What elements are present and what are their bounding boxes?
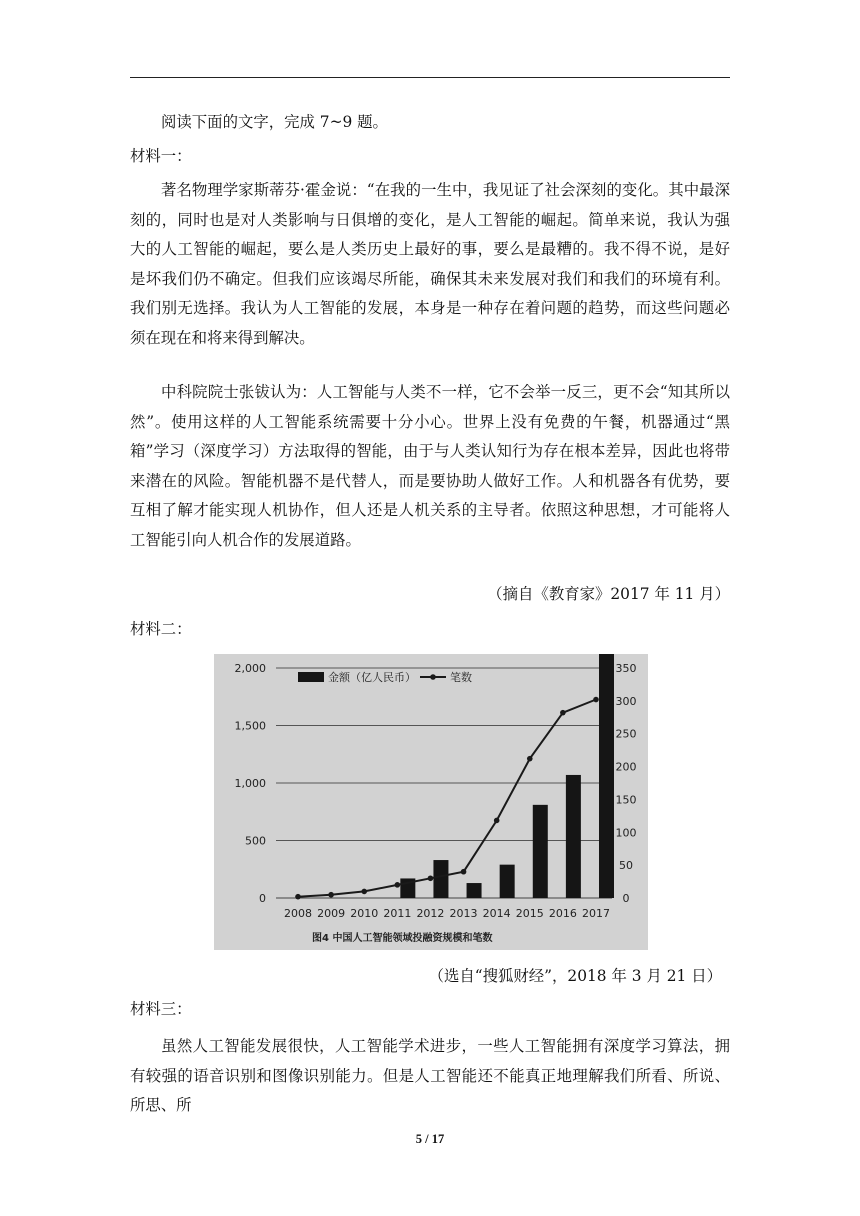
bar-2016 — [566, 775, 581, 898]
instruction-text: 阅读下面的文字，完成 7~9 题。 — [161, 113, 388, 131]
y-right-tick-label: 300 — [615, 694, 637, 708]
material2-source: （选自“搜狐财经”，2018 年 3 月 21 日） — [428, 967, 722, 985]
chart-svg — [214, 654, 648, 950]
x-tick-label: 2017 — [582, 907, 610, 920]
bar-2012 — [433, 860, 448, 898]
x-tick-label: 2010 — [350, 907, 379, 920]
line-point-2011 — [395, 882, 401, 888]
line-point-2016 — [560, 710, 566, 716]
investment-chart — [214, 654, 648, 950]
y-right-tick-label: 0 — [622, 892, 630, 905]
y-right-tick-label: 100 — [615, 826, 637, 840]
material3-paragraph-1: 虽然人工智能发展很快，人工智能学术进步，一些人工智能拥有深度学习算法，拥有较强的语音识别和图像识别能力。但是人工智能还不能真正地理解我们所看、所说、所思、所 — [130, 1037, 730, 1114]
line-point-2008 — [295, 894, 301, 900]
x-tick-label: 2015 — [515, 907, 544, 920]
material1-label: 材料一： — [130, 147, 192, 165]
header-rule — [130, 77, 730, 78]
y-right-tick-label: 50 — [619, 859, 633, 873]
legend-swatch-line-point — [430, 674, 436, 680]
y-left-tick-label: 2,000 — [234, 662, 266, 675]
line-point-2013 — [461, 869, 467, 875]
line-point-2009 — [328, 892, 334, 898]
line-point-2017 — [593, 697, 599, 703]
y-left-tick-label: 1,000 — [234, 777, 266, 790]
chart-caption: 图4 中国人工智能领域投融资规模和笔数 — [312, 933, 493, 944]
material1-source: （摘自《教育家》2017 年 11 月） — [487, 585, 730, 603]
y-left-tick-label: 0 — [259, 892, 266, 905]
x-tick-label: 2008 — [284, 907, 312, 920]
y-left-tick-label: 1,500 — [234, 719, 266, 733]
y-right-tick-label: 150 — [615, 793, 637, 807]
y-right-tick-label: 350 — [615, 662, 637, 675]
material1-paragraph-1: 著名物理学家斯蒂芬·霍金说：“在我的一生中，我见证了社会深刻的变化。其中最深刻的，同时也是对人类影响与日俱增的变化，是人工智能的崛起。简单来说，我认为强大的人工智能的崛起，要么是人类历史上最好的事，要么是最糟的。我不得不说，是好是坏我们仍不确定。但我们应该竭尽所能，确保其未来发展对我们和我们的环境有利。我们别无选择。我认为人工智能的发展，本身是一种存在着问题的趋势，而这些问题必须在现在和将来得到解决。 — [130, 181, 730, 347]
y-left-tick-label: 500 — [245, 834, 266, 848]
legend-swatch-bar — [298, 672, 324, 682]
x-tick-label: 2016 — [548, 907, 577, 920]
bar-2013 — [467, 883, 482, 898]
material1-paragraph-2: 中科院院士张钹认为：人工智能与人类不一样，它不会举一反三，更不会“知其所以然”。使用这样的人工智能系统需要十分小心。世界上没有免费的午餐，机器通过“黑箱”学习（深度学习）方法取得的智能，由于与人类认知行为存在根本差异，因此也将带来潜在的风险。智能机器不是代替人，而是要协助人做好工作。人和机器各有优势，要互相了解才能实现人机协作，但人还是人机关系的主导者。依照这种思想，才可能将人工智能引向人机合作的发展道路。 — [130, 383, 730, 549]
legend-label-bar: 金额（亿人民币） — [328, 671, 416, 684]
x-tick-label: 2012 — [416, 907, 445, 920]
x-tick-label: 2013 — [449, 907, 478, 920]
material2-label: 材料二： — [130, 620, 192, 638]
bar-2017 — [599, 654, 614, 898]
x-tick-label: 2011 — [383, 907, 412, 920]
line-point-2010 — [361, 889, 367, 895]
x-tick-label: 2014 — [482, 907, 511, 920]
material3-label: 材料三： — [130, 1000, 192, 1018]
legend-label-line: 笔数 — [450, 671, 472, 684]
bar-2015 — [533, 805, 548, 898]
x-tick-label: 2009 — [317, 907, 346, 920]
y-right-tick-label: 200 — [615, 760, 637, 774]
line-point-2014 — [494, 818, 500, 824]
line-point-2012 — [428, 875, 434, 881]
y-right-tick-label: 250 — [615, 727, 637, 741]
bar-2014 — [500, 865, 515, 898]
page-number: 5 / 17 — [415, 1132, 445, 1146]
line-point-2015 — [527, 756, 533, 762]
